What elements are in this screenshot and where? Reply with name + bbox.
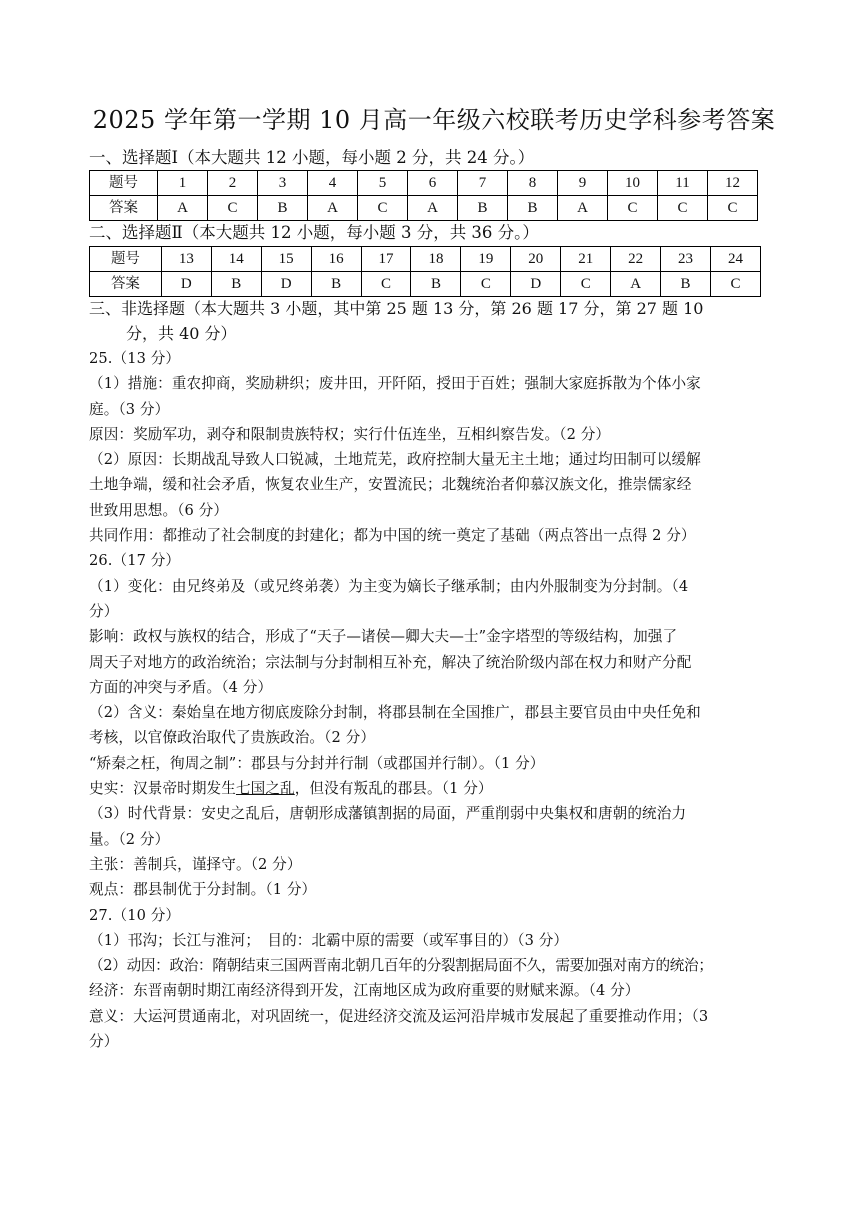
question-number: 23 xyxy=(661,247,711,272)
underline-suffix: ，但没有叛乱的郡县。（1 分） xyxy=(294,780,493,798)
answer-line: 周天子对地方的政治统治；宗法制与分封制相互补充，解决了统治阶级内部在权力和财产分配 xyxy=(89,653,692,671)
answer-cell: C xyxy=(361,272,411,297)
section3-heading-line: 分，共 40 分） xyxy=(126,324,237,343)
question-number: 9 xyxy=(558,171,608,196)
question-number: 18 xyxy=(411,247,461,272)
answer-line: “矫秦之枉，徇周之制”：郡县与分封并行制（或郡国并行制）。（1 分） xyxy=(89,754,545,772)
row-label-answer: 答案 xyxy=(90,196,158,221)
answer-line: 原因：奖励军功，剥夺和限制贵族特权；实行什伍连坐，互相纠察告发。（2 分） xyxy=(89,425,611,443)
answer-line: 共同作用：都推动了社会制度的封建化；都为中国的统一奠定了基础（两点答出一点得 2 分） xyxy=(89,527,696,545)
answer-cell: A xyxy=(611,272,661,297)
question-number: 17 xyxy=(361,247,411,272)
question-number: 1 xyxy=(158,171,208,196)
answer-line: 世致用思想。（6 分） xyxy=(89,501,229,519)
question-number: 12 xyxy=(708,171,758,196)
answer-line: （2）原因：长期战乱导致人口锐减，土地荒芜，政府控制大量无主土地；通过均田制可以缓解 xyxy=(89,451,701,469)
section3-heading xyxy=(89,296,789,346)
answer-cell: B xyxy=(258,196,308,221)
question-number: 7 xyxy=(458,171,508,196)
answer-cell: B xyxy=(311,272,361,297)
answer-cell: D xyxy=(161,272,211,297)
question-number: 4 xyxy=(308,171,358,196)
question-number: 3 xyxy=(258,171,308,196)
answer-cell: C xyxy=(561,272,611,297)
row-label-question: 题号 xyxy=(90,247,162,272)
question-number: 8 xyxy=(508,171,558,196)
answer-cell: A xyxy=(408,196,458,221)
question-number: 22 xyxy=(611,247,661,272)
question-number: 13 xyxy=(161,247,211,272)
answer-line: （1）措施：重农抑商，奖励耕织；废井田，开阡陌，授田于百姓；强制大家庭拆散为个体小家 xyxy=(89,375,701,393)
answer-line: 土地争端，缓和社会矛盾，恢复农业生产，安置流民；北魏统治者仰慕汉族文化，推崇儒家经 xyxy=(89,476,692,494)
answer-cell: B xyxy=(508,196,558,221)
question-number: 2 xyxy=(208,171,258,196)
answer-cell: A xyxy=(308,196,358,221)
answer-line: 庭。（3 分） xyxy=(89,400,170,418)
answer-cell: C xyxy=(461,272,511,297)
page-title: 2025 学年第一学期 10 月高一年级六校联考历史学科参考答案 xyxy=(92,106,776,134)
answer-cell: B xyxy=(458,196,508,221)
row-label-question: 题号 xyxy=(90,171,158,196)
answer-cell: B xyxy=(411,272,461,297)
answer-line: （1）邗沟；长江与淮河； 目的：北霸中原的需要（或军事目的）（3 分） xyxy=(89,931,569,949)
answer-line: 方面的冲突与矛盾。（4 分） xyxy=(89,678,273,696)
answer-cell: C xyxy=(711,272,761,297)
question-number: 15 xyxy=(261,247,311,272)
question-number: 19 xyxy=(461,247,511,272)
answer-line: 分） xyxy=(89,602,119,620)
question-27-heading: 27.（10 分） xyxy=(89,906,181,924)
answer-line: 意义：大运河贯通南北，对巩固统一，促进经济交流及运河沿岸城市发展起了重要推动作用；（3 xyxy=(89,1007,709,1025)
answer-body xyxy=(89,346,789,1054)
question-number: 21 xyxy=(561,247,611,272)
underlined-term: 七国之乱 xyxy=(235,780,295,798)
question-number: 5 xyxy=(358,171,408,196)
answer-cell: A xyxy=(558,196,608,221)
answer-line-with-underline xyxy=(89,776,789,801)
section2-answer-table xyxy=(89,246,761,297)
answer-line: （2）含义：秦始皇在地方彻底废除分封制，将郡县制在全国推广，郡县主要官员由中央任免和 xyxy=(89,704,701,722)
answer-cell: C xyxy=(608,196,658,221)
answer-cell: C xyxy=(658,196,708,221)
section3-heading-line: 三、非选择题（本大题共 3 小题，其中第 25 题 13 分，第 26 题 17 分，第 27 题 10 xyxy=(89,299,704,318)
question-number: 24 xyxy=(711,247,761,272)
question-number: 6 xyxy=(408,171,458,196)
answer-line: 考核，以官僚政治取代了贵族政治。（2 分） xyxy=(89,729,376,747)
answer-cell: C xyxy=(708,196,758,221)
question-number-row xyxy=(90,171,758,196)
answer-line: 分） xyxy=(89,1033,119,1051)
answer-cell: C xyxy=(358,196,408,221)
question-number-row xyxy=(90,247,761,272)
answer-cell: C xyxy=(208,196,258,221)
question-number: 11 xyxy=(658,171,708,196)
answer-cell: B xyxy=(211,272,261,297)
answer-cell: D xyxy=(511,272,561,297)
answer-line: 经济：东晋南朝时期江南经济得到开发，江南地区成为政府重要的财赋来源。（4 分） xyxy=(89,982,640,1000)
section2-heading: 二、选择题Ⅱ（本大题共 12 小题，每小题 3 分，共 36 分。） xyxy=(89,223,539,242)
answer-line: （3）时代背景：安史之乱后，唐朝形成藩镇割据的局面，严重削弱中央集权和唐朝的统治力 xyxy=(89,805,687,823)
underline-prefix: 史实：汉景帝时期发生 xyxy=(89,780,236,798)
answer-cell: A xyxy=(158,196,208,221)
answer-line: 影响：政权与族权的结合，形成了“天子—诸侯—卿大夫—士”金字塔型的等级结构，加强了 xyxy=(89,628,678,646)
question-26-heading: 26.（17 分） xyxy=(89,552,181,570)
answer-line: 观点：郡县制优于分封制。（1 分） xyxy=(89,881,317,899)
answer-row xyxy=(90,196,758,221)
section1-heading: 一、选择题Ⅰ（本大题共 12 小题，每小题 2 分，共 24 分。） xyxy=(89,148,535,167)
answer-line: （1）变化：由兄终弟及（或兄终弟袭）为主变为嫡长子继承制；由内外服制变为分封制。（4 xyxy=(89,577,689,595)
answer-line: （2）动因：政治：隋朝结束三国两晋南北朝几百年的分裂割据局面不久，需要加强对南方的统治； xyxy=(89,957,713,975)
answer-cell: D xyxy=(261,272,311,297)
row-label-answer: 答案 xyxy=(90,272,162,297)
answer-line: 量。（2 分） xyxy=(89,830,170,848)
answer-row xyxy=(90,272,761,297)
question-number: 16 xyxy=(311,247,361,272)
question-number: 14 xyxy=(211,247,261,272)
section1-answer-table xyxy=(89,170,758,221)
question-25-heading: 25.（13 分） xyxy=(89,350,181,367)
question-number: 10 xyxy=(608,171,658,196)
answer-line: 主张：善制兵，谨择守。（2 分） xyxy=(89,855,302,873)
answer-cell: B xyxy=(661,272,711,297)
question-number: 20 xyxy=(511,247,561,272)
